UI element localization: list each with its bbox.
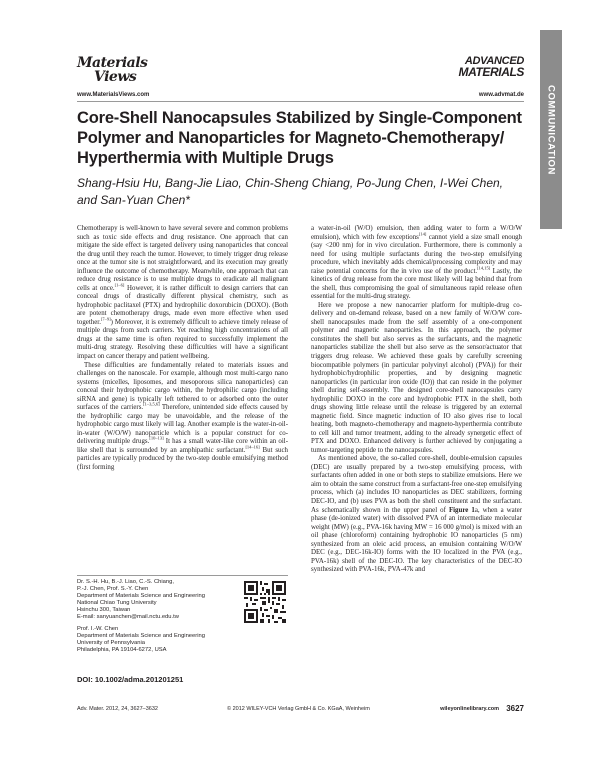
text-run: However, it is rather difficult to design carriers that can conceal drugs of drastically different physical chemistry, such as hydrophobic paclitaxel (PTX) and hydrophilic doxorubicin (DOXO). (Both are potent chemotherapy drugs, made even more effective when used together. bbox=[77, 284, 288, 326]
journal-citation: Adv. Mater. 2012, 24, 3627–3632 bbox=[77, 706, 158, 712]
materials-views-logo bbox=[77, 55, 148, 91]
author-list bbox=[77, 175, 522, 209]
affiliation-line: Philadelphia, PA 19104-6272, USA bbox=[77, 646, 167, 653]
affiliation-line: Department of Materials Science and Engineering bbox=[77, 593, 205, 600]
affiliations bbox=[77, 579, 237, 654]
citation-ref[interactable]: [14,15] bbox=[477, 265, 491, 271]
citation-ref[interactable]: [14] bbox=[418, 231, 427, 237]
paragraph-continued bbox=[311, 225, 522, 302]
text-run: a water-in-oil (W/O) emulsion, then adding water to form a W/O/W emulsion), which with few exceptions bbox=[311, 225, 522, 241]
paragraph-proposal: Here we propose a new nanocarrier platform for multiple-drug co-delivery and on-demand release, based on a new family of W/O/W core-shell nanocapsules made from the self assembly of a one-component polymer and magnetic nanoparticles. In this approach, the polymer constitutes the shell but also serves as the surfactants, and the magnetic nanoparticles stabilize the shell but also serve as the sensor/actuator that triggers drug release. We achieved these goals by carefully screening biocompatible polymers (in particular polyvinyl alcohol) (PVA)) for their hydrophobic/hydrophilic properties, and by designing magnetic nanoparticles (in particular iron oxide (IO)) that can reside in the polymer shell during self-assembly. The designed core-shell nanocapsules carry hydrophilic DOXO in the core and hydrophobic PTX in the shell, both drugs showing little release until the release is triggered by an external magnetic field. Since magnetic induction of IO also gives rise to local heating, both magneto-chemotherapy and magneto-hyperthermia contribute to cell kill and tumor treatment, adding to the already synergetic effect of PTX and DOXO. Enhanced delivery is further achieved by conjugating a tumor-targeting peptide to the nanocapsules. bbox=[311, 301, 522, 454]
author-email[interactable]: E-mail: sanyuanchen@mail.nctu.edu.tw bbox=[77, 614, 179, 621]
text-run: cannot yield a size small enough (say <200 nm) for in vivo circulation. Furthermore, there is commonly a need for using multiple surfactants during the two-step emulsifying procedure, which inevitably adds chemical/processing complexity and may raise potential concerns for the in vivo use of the product. bbox=[311, 233, 523, 275]
qr-code-icon bbox=[244, 581, 286, 623]
text-run: a, when a water phase (de-ionized water) with dissolved PVA of an intermediate molecular weight (MW) (e.g., PVA-16k having MW = 16 000 g/mol) is mixed with an oil phase (chloroform) containing hydrophobic IO nanoparticles (5 nm) synthesized from an oleic acid process, an emulsion containing W/O/W DEC (e.g., DEC-16k-IO) forms with the IO localized in the PVA (e.g., PVA-16k) shell of the DEC-IO. The key characteristics of the DEC-IO synthesized with PVA-16k, PVA-47k and bbox=[311, 506, 522, 574]
advanced-materials-logo bbox=[452, 55, 524, 89]
affiliation-line: University of Pennsylvania bbox=[77, 639, 145, 646]
affiliation-line: Department of Materials Science and Engineering bbox=[77, 632, 205, 639]
authors-line-2: and San-Yuan Chen* bbox=[77, 193, 190, 207]
text-run: These difficulties are fundamentally related to materials issues and challenges on the nanoscale. For example, although most multi-cargo nano systems (micelles, liposomes, and mesoporous silica nanoparticles) can conceal their hydrophobic cargo within, the hydrophilic cargo (including siRNA and gene) is typically left tethered to or adsorbed onto the outer surfaces of the carriers. bbox=[77, 361, 288, 412]
header-divider bbox=[77, 101, 524, 102]
affiliation-divider bbox=[77, 575, 288, 576]
citation-ref[interactable]: [14–16] bbox=[245, 444, 260, 450]
text-run: ) Moreover, it is extremely difficult to achieve timely release of multiple drugs from such carriers. Yet reaching high concentrations of all drugs at the same time is often required to successfully implement the multi-drug strategy. Resolving these difficulties will have a significant impact on cancer therapy and patient wellbeing. bbox=[77, 318, 288, 360]
paragraph-intro bbox=[77, 225, 288, 362]
text-run: Therefore, unintended side effects caused by the hydrophilic cargo may be unavoidable, and the release of the hydrophobic cargo must likely will lag. Another example is the water-in-oil-in-water (W/O/W) nanoparticle which is a popular construct for co-delivering multiple drugs. bbox=[77, 404, 288, 446]
affiliation-line: P.-J. Chen, Prof. S.-Y. Chen bbox=[77, 586, 149, 593]
text-run: Chemotherapy is well-known to have several severe and common problems such as toxic side effects and drug resistance. One approach that can mitigate the side effect is targeted delivery using nanoparticles that conceal the drug until they reach the tumor. However, to timely trigger drug release once at the tumor site is not straightforward, and its execution may greatly influence the outcome of chemotherapy. Meanwhile, one approach that can reduce drug resistance is to use multiple drugs to eradicate all malignant cells at once. bbox=[77, 225, 288, 292]
citation-ref[interactable]: [1–6] bbox=[114, 282, 125, 288]
citation-ref[interactable]: [7–9] bbox=[100, 316, 111, 322]
article-title: Core-Shell Nanocapsules Stabilized by Single-Component Polymer and Nanoparticles for Magneto-Chemotherapy/ Hyperthermia with Multiple Drugs bbox=[77, 109, 522, 167]
citation-ref[interactable]: [10–13] bbox=[149, 435, 164, 441]
affiliation-line: Dr. S.-H. Hu, B.-J. Liao, C.-S. Chiang, bbox=[77, 579, 174, 585]
advmat-url[interactable]: www.advmat.de bbox=[478, 92, 524, 98]
doi[interactable]: DOI: 10.1002/adma.201201251 bbox=[77, 675, 184, 684]
affiliation-line: National Chiao Tung University bbox=[77, 600, 157, 607]
authors-line-1: Shang-Hsiu Hu, Bang-Jie Liao, Chin-Sheng Chiang, Po-Jung Chen, I-Wei Chen, bbox=[77, 176, 504, 190]
page-number: 3627 bbox=[506, 704, 524, 713]
copyright-notice: © 2012 WILEY-VCH Verlag GmbH & Co. KGaA, Weinheim bbox=[227, 706, 370, 712]
text-run: But such particles are typically produced by the two-step double emulsifying method (first forming bbox=[77, 446, 288, 471]
affiliation-line: Prof. I.-W. Chen bbox=[77, 625, 119, 632]
logo-line-materials: MATERIALS bbox=[458, 65, 524, 79]
section-tab bbox=[540, 30, 562, 229]
text-run: It has a small water-like core within an oil-like shell that is surrounded by an amphipathic surfactant. bbox=[77, 438, 288, 454]
paragraph-methods bbox=[311, 455, 522, 574]
logo-line-advanced: ADVANCED bbox=[464, 55, 524, 67]
text-run: Lastly, the kinetics of drug release from the core most likely will lag behind that from the shell, thus compromising the goal of simultaneous rapid release often essential for the multi-drug strategy. bbox=[311, 267, 522, 301]
text-run: As mentioned above, the so-called core-shell, double-emulsion capsules (DEC) are usually prepared by a two-step emulsifying process, with surfactants often added in one or both steps to stabilize emulsions. Here we aim to obtain the same construct from a surfactant-free one-step emulsifying process, which (a) includes IO nanoparticles as DEC stabilizers, forming DEC-IO, and (b) uses PVA as both the shell constituent and the surfactant. As schematically shown in the upper panel of bbox=[311, 455, 522, 514]
body-column-left bbox=[77, 225, 288, 472]
body-column-right bbox=[311, 225, 522, 575]
section-tab-label: COMMUNICATION bbox=[545, 84, 557, 175]
wiley-online-library-link[interactable]: wileyonlinelibrary.com bbox=[440, 706, 499, 712]
paragraph-difficulties bbox=[77, 362, 288, 473]
citation-ref[interactable]: [1–3,5,6] bbox=[143, 401, 160, 407]
materials-views-url[interactable]: www.MaterialsViews.com bbox=[77, 92, 150, 98]
figure-ref[interactable]: Figure 1 bbox=[448, 506, 475, 514]
affiliation-line: Hsinchu 300, Taiwan bbox=[77, 607, 131, 614]
logo-line-views: Views bbox=[94, 69, 137, 85]
logo-line-materials: Materials bbox=[77, 55, 148, 71]
